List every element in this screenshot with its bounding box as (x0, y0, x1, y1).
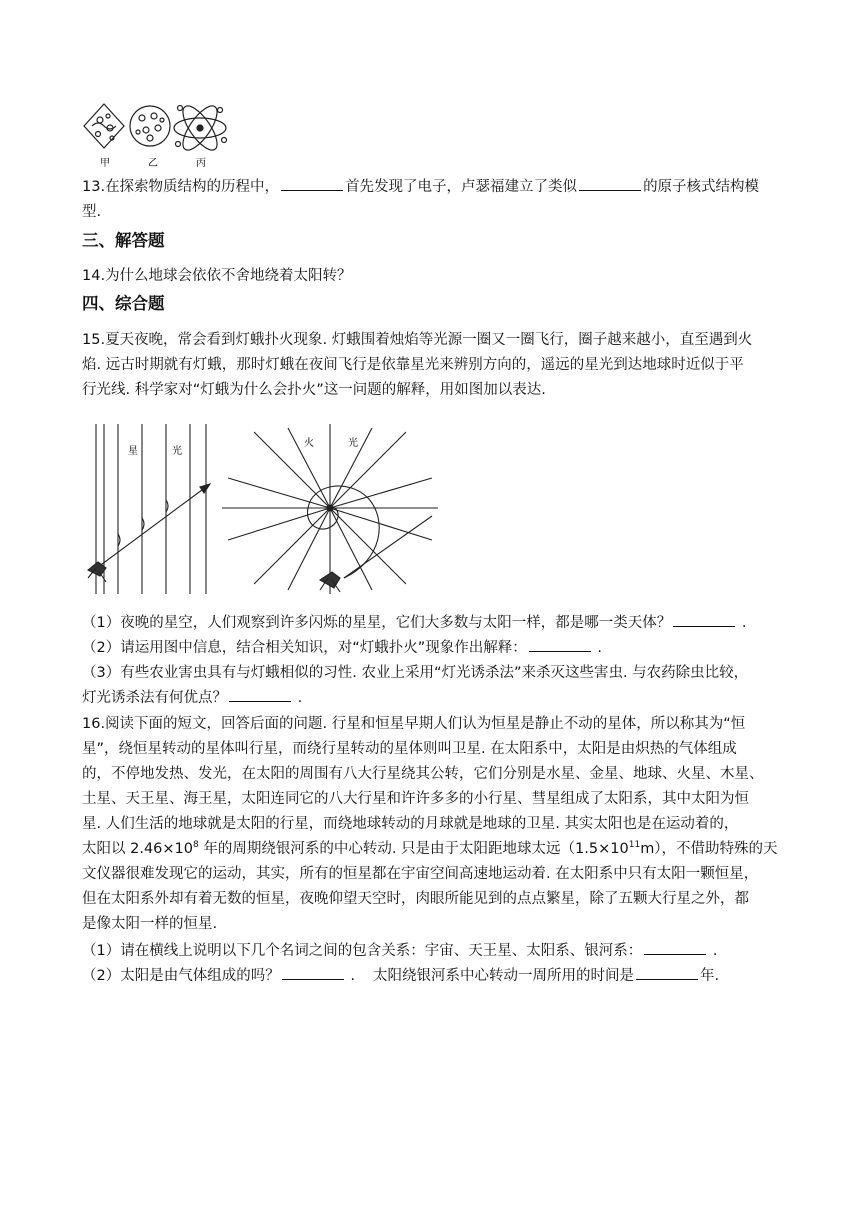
question-15-sub-3-cont (82, 687, 302, 709)
moth-light-figure (82, 420, 447, 598)
question-16-line-5: 星. 人们生活的地球就是太阳的行星，而绕地球转动的月球就是地球的卫星. 其实太阳也是在运动着的， (82, 816, 739, 832)
question-13 (82, 176, 759, 198)
question-number: 14. (82, 268, 106, 284)
star-light-label-2: 光 (172, 446, 182, 457)
question-text: 年的周期绕银河系的中心转动. 只是由于太阳距地球太远（1.5×10 (198, 841, 629, 857)
question-text: 年. (699, 968, 720, 984)
atom-model-b (130, 106, 170, 146)
punctuation: . (592, 640, 602, 656)
star-light-label-1: 星 (128, 446, 138, 457)
question-text: （1）请在横线上说明以下几个名词之间的包含关系：宇宙、天王星、太阳系、银河系： (82, 943, 643, 959)
question-15-sub-1 (82, 612, 746, 634)
question-16-line-7: 文仪器很难发现它的运动，其实，所有的恒星都在宇宙空间高速地运动着. 在太阳系中只有太阳一颗恒星， (82, 866, 759, 882)
punctuation: . (293, 690, 303, 706)
question-16-sub-1 (82, 940, 717, 962)
question-16-line-4: 土星、天王星、海王星，太阳连同它的八大行星和许许多多的小行星、彗星组成了太阳系，其中太阳为恒 (82, 791, 749, 807)
question-15-line-1 (82, 329, 752, 351)
exponent: 11 (628, 840, 641, 850)
atom-label-c: 丙 (196, 158, 206, 169)
question-16-line-9: 是像太阳一样的恒星. (82, 916, 218, 932)
question-text: 太阳以 2.46×10 (82, 841, 193, 857)
fire-light-label-2: 光 (348, 438, 358, 449)
question-text: 首先发现了电子，卢瑟福建立了类似 (345, 179, 578, 195)
section-heading-4: 四、综合题 (82, 294, 165, 313)
punctuation: . (345, 968, 355, 984)
question-text: （2）请运用图中信息，结合相关知识，对“灯蛾扑火”现象作出解释： (82, 640, 527, 656)
question-number: 13. (82, 179, 106, 195)
punctuation: . (708, 943, 718, 959)
answer-blank[interactable] (229, 687, 291, 702)
answer-blank[interactable] (529, 637, 591, 652)
question-15-line-3: 行光线. 科学家对“灯蛾为什么会扑火”这一问题的解释，用如图加以表达. (82, 382, 546, 398)
question-16-line-2: 星”，绕恒星转动的星体叫行星，而绕行星转动的星体则叫卫星. 在太阳系中，太阳是由炽热的气体组成 (82, 741, 737, 757)
fire-light-label-1: 火 (304, 438, 314, 449)
question-16-line-3: 的，不停地发热、发光，在太阳的周围有八大行星绕其公转，它们分别是水星、金星、地球、火星、木星、 (82, 766, 764, 782)
question-text: 阅读下面的短文，回答后面的问题. 行星和恒星早期人们认为恒星是静止不动的星体，所以称其为“恒 (105, 716, 746, 732)
question-15-sub-2 (82, 637, 602, 659)
question-16-line-6 (82, 838, 778, 860)
atom-label-a: 甲 (100, 158, 110, 169)
question-text: （1）夜晚的星空，人们观察到许多闪烁的星星，它们大多数与太阳一样，都是哪一类天体？ (82, 615, 672, 631)
answer-blank[interactable] (636, 965, 698, 980)
answer-blank[interactable] (644, 940, 706, 955)
question-15-line-2: 焰. 远古时期就有灯蛾，那时灯蛾在夜间飞行是依靠星光来辨别方向的，遥远的星光到达地球时近似于平 (82, 357, 744, 373)
question-text: （2）太阳是由气体组成的吗？ (82, 968, 280, 984)
punctuation: . (737, 615, 747, 631)
question-16-line-1 (82, 713, 745, 735)
answer-blank[interactable] (579, 176, 641, 191)
atom-label-b: 乙 (148, 158, 158, 169)
question-number: 15. (82, 332, 106, 348)
question-16-line-8: 但在太阳系外却有着无数的恒星，夜晚仰望天空时，肉眼所能见到的点点繁星，除了五颗大行星之外，都 (82, 891, 749, 907)
exponent: 8 (193, 840, 199, 850)
question-text: 夏天夜晚，常会看到灯蛾扑火现象. 灯蛾围着烛焰等光源一圈又一圈飞行，圈子越来越小，直至遇到火 (105, 332, 753, 348)
question-text: 灯光诱杀法有何优点？ (82, 690, 227, 706)
question-text: 的原子核式结构模 (643, 179, 760, 195)
question-14 (82, 265, 352, 287)
question-text: 在探索物质结构的历程中， (105, 179, 280, 195)
section-heading-3: 三、解答题 (82, 231, 165, 250)
question-number: 16. (82, 716, 106, 732)
question-16-sub-2 (82, 965, 719, 987)
question-text: m），不借助特殊的天 (640, 841, 778, 857)
answer-blank[interactable] (281, 176, 343, 191)
question-15-sub-3: （3）有些农业害虫具有与灯蛾相似的习性. 农业上采用“灯光诱杀法”来杀灭这些害虫. 与农药除虫比较， (82, 665, 749, 681)
answer-blank[interactable] (673, 612, 735, 627)
atom-models-figure (82, 96, 242, 170)
question-text: 太阳绕银河系中心转动一周所用的时间是 (372, 968, 634, 984)
question-text: 为什么地球会依依不舍地绕着太阳转？ (105, 268, 352, 284)
answer-blank[interactable] (282, 965, 344, 980)
question-13-cont: 型. (82, 204, 102, 220)
